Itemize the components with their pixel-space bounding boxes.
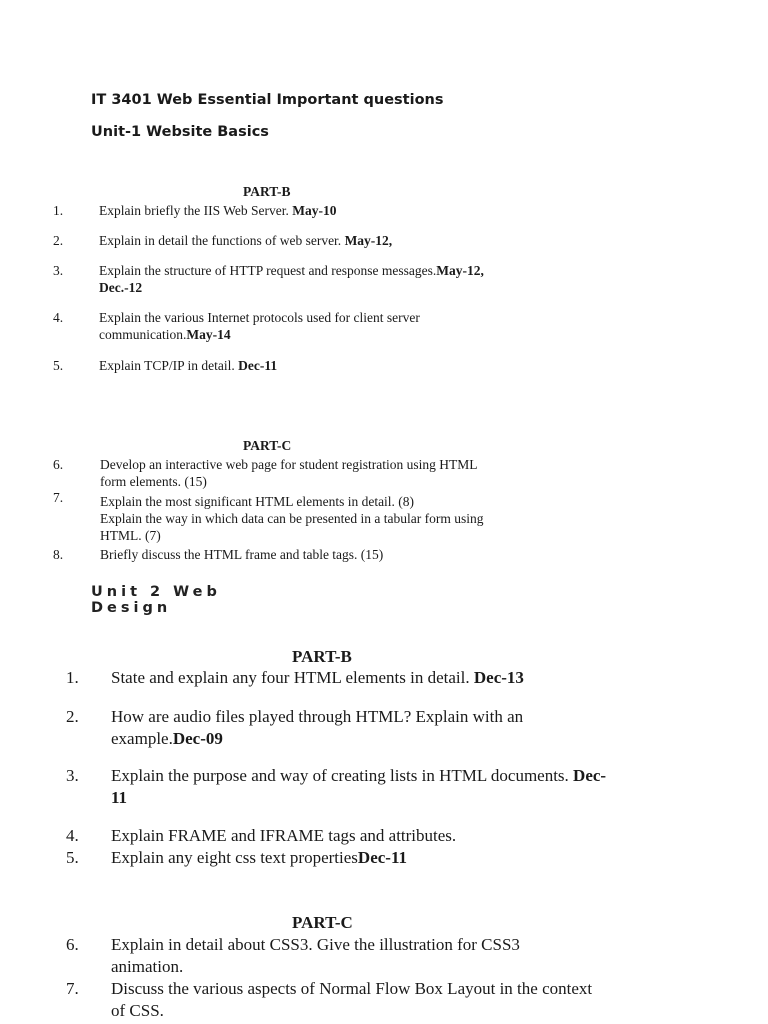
question-text: Explain briefly the IIS Web Server. <box>99 203 293 218</box>
list-item <box>111 934 651 978</box>
list-item <box>99 232 392 249</box>
question-text: Explain FRAME and IFRAME tags and attributes. <box>111 826 457 845</box>
question-text: Explain the purpose and way of creating lists in HTML documents. <box>111 766 574 785</box>
list-item-number: 5. <box>66 848 79 867</box>
question-text: of CSS. <box>111 1001 164 1020</box>
exam-tag: May-12, <box>344 233 393 248</box>
list-item <box>99 357 277 374</box>
list-item-number: 6. <box>53 457 64 472</box>
list-item-number: 3. <box>53 263 64 278</box>
question-text: Explain the way in which data can be presented in a tabular form using <box>100 511 484 526</box>
list-item <box>99 262 484 296</box>
exam-tag: May-10 <box>292 203 337 218</box>
question-text: communication. <box>99 327 187 342</box>
question-text: Explain any eight css text properties <box>111 848 358 867</box>
exam-tag: Dec-13 <box>473 668 524 687</box>
question-text: animation. <box>111 957 184 976</box>
list-item-number: 7. <box>53 490 64 505</box>
exam-tag: Dec-09 <box>172 729 223 748</box>
exam-tag: 11 <box>111 788 128 807</box>
question-text: Explain TCP/IP in detail. <box>99 358 239 373</box>
question-text: HTML. (7) <box>100 528 161 543</box>
unit2-partc-heading: PART-C <box>292 913 353 932</box>
exam-tag: May-12, <box>436 263 484 278</box>
question-text: Briefly discuss the HTML frame and table tags. (15) <box>100 547 384 562</box>
list-item <box>111 765 606 809</box>
question-text: Explain in detail about CSS3. Give the illustration for CSS3 <box>111 935 520 954</box>
question-text: How are audio files played through HTML? Explain with an <box>111 707 524 726</box>
list-item-number: 4. <box>66 826 79 845</box>
list-item <box>99 202 337 219</box>
list-item-number: 6. <box>66 935 79 954</box>
question-text: Explain the various Internet protocols used for client server <box>99 310 420 325</box>
list-item <box>111 667 524 689</box>
list-item <box>111 706 523 750</box>
exam-tag: May-14 <box>186 327 231 342</box>
list-item-number: 3. <box>66 766 79 785</box>
list-item-number: 2. <box>66 707 79 726</box>
list-item <box>100 546 383 563</box>
list-item-number: 1. <box>53 203 64 218</box>
question-text: Explain the most significant HTML elements in detail. (8) <box>100 494 415 509</box>
unit-2-title-cutoff: Unit 2 Web Design <box>91 584 221 616</box>
question-text: Develop an interactive web page for student registration using HTML <box>100 457 478 472</box>
list-item-number: 4. <box>53 310 64 325</box>
list-item <box>111 978 656 1022</box>
document-title: IT 3401 Web Essential Important questions <box>91 92 444 108</box>
list-item <box>111 825 456 847</box>
list-item-number: 8. <box>53 547 64 562</box>
unit1-partc-heading: PART-C <box>243 438 292 453</box>
list-item-number: 5. <box>53 358 64 373</box>
exam-tag: Dec- <box>573 766 607 785</box>
list-item-number: 1. <box>66 668 79 687</box>
list-item <box>100 456 535 490</box>
question-text: State and explain any four HTML elements in detail. <box>111 668 474 687</box>
question-text: form elements. (15) <box>100 474 207 489</box>
exam-tag: Dec-11 <box>357 848 408 867</box>
unit2-partb-heading: PART-B <box>292 647 352 666</box>
list-item <box>99 309 420 343</box>
list-item-number: 7. <box>66 979 79 998</box>
unit1-partb-heading: PART-B <box>243 184 291 199</box>
unit-1-title: Unit-1 Website Basics <box>91 124 269 140</box>
list-item <box>111 847 407 869</box>
question-text: example. <box>111 729 173 748</box>
question-text: Explain the structure of HTTP request and response messages. <box>99 263 437 278</box>
question-text: Discuss the various aspects of Normal Flow Box Layout in the context <box>111 979 593 998</box>
question-text: Explain in detail the functions of web server. <box>99 233 345 248</box>
list-item-number: 2. <box>53 233 64 248</box>
exam-tag: Dec.-12 <box>99 280 143 295</box>
exam-tag: Dec-11 <box>238 358 278 373</box>
list-item <box>100 493 535 544</box>
